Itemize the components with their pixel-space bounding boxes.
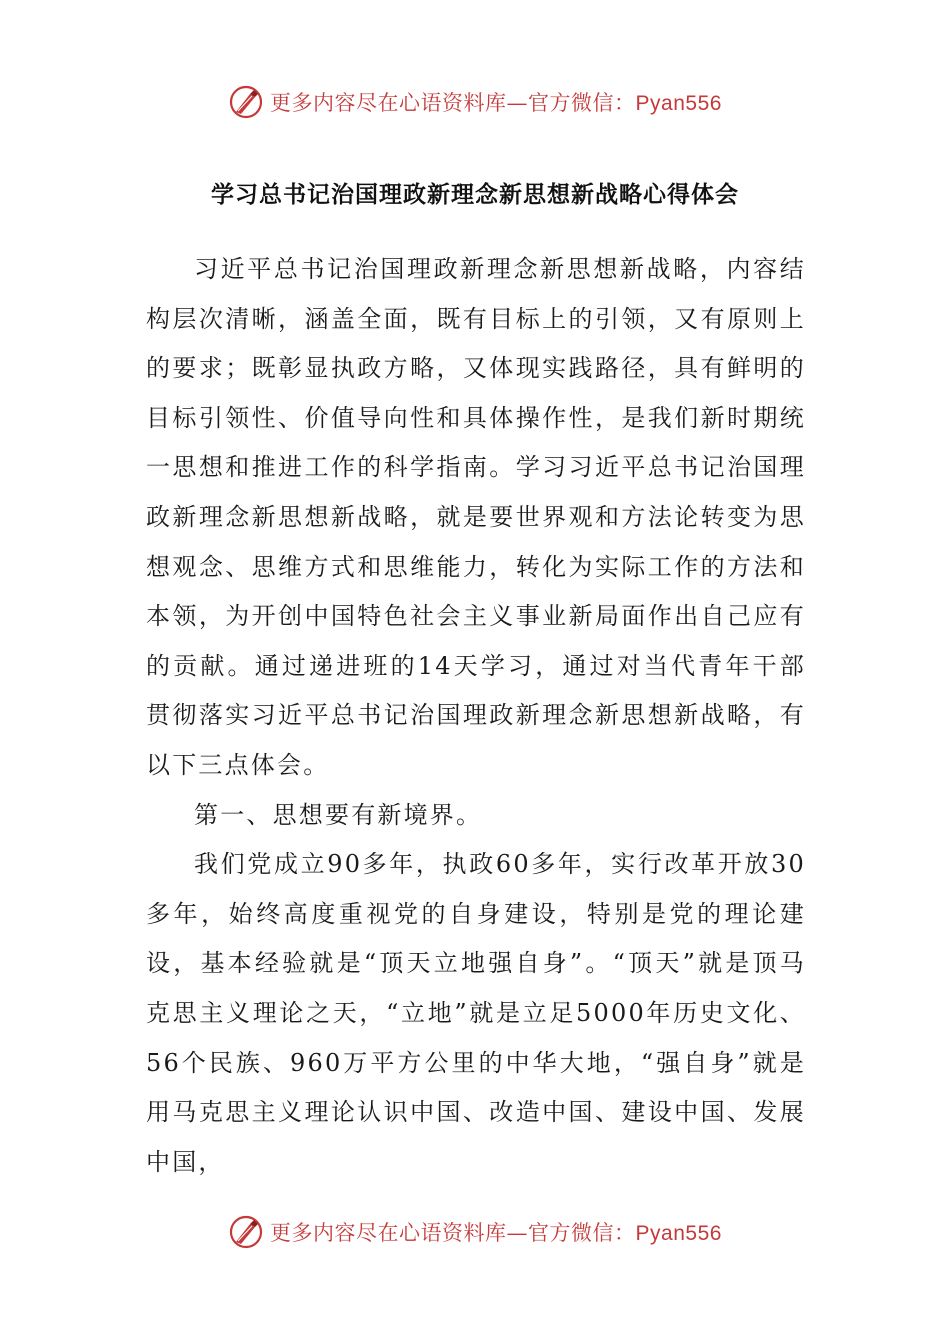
banner-text bbox=[270, 1217, 722, 1247]
paragraph-1: 习近平总书记治国理政新理念新思想新战略，内容结构层次清晰，涵盖全面，既有目标上的引领，又有原则上的要求；既彰显执政方略，又体现实践路径，具有鲜明的目标引领性、价值导向性和具体操作性，是我们新时期统一思想和推进工作的科学指南。学习习近平总书记治国理政新理念新思想新战略，就是要世界观和方法论转变为思想观念、思维方式和思维能力，转化为实际工作的方法和本领，为开创中国特色社会主义事业新局面作出自己应有的贡献。通过递进班的14天学习，通过对当代青年干部贯彻落实习近平总书记治国理政新理念新思想新战略，有以下三点体会。 bbox=[146, 255, 806, 779]
paragraph-2: 第一、思想要有新境界。 bbox=[194, 800, 483, 829]
paragraph-3: 我们党成立90多年，执政60多年，实行改革开放30多年，始终高度重视党的自身建设，特别是党的理论建设，基本经验就是“顶天立地强自身”。“顶天”就是顶马克思主义理论之天，“立地”就是立足5000年历史文化、56个民族、960万平方公里的中华大地，“强自身”就是用马克思主义理论认识中国、改造中国、建设中国、发展中国， bbox=[146, 850, 806, 1176]
banner-slogan: 更多内容尽在心语资料库—官方微信： bbox=[270, 1221, 636, 1245]
footer-banner bbox=[0, 1212, 950, 1252]
wechat-id: Pyan556 bbox=[635, 1222, 722, 1245]
pen-nib-logo-icon bbox=[228, 84, 264, 120]
wechat-id: Pyan556 bbox=[635, 92, 722, 115]
document-title: 学习总书记治国理政新理念新思想新战略心得体会 bbox=[211, 182, 739, 208]
pen-nib-logo-icon bbox=[228, 1214, 264, 1250]
header-banner bbox=[0, 82, 950, 122]
banner-text bbox=[270, 87, 722, 117]
banner-slogan: 更多内容尽在心语资料库—官方微信： bbox=[270, 91, 636, 115]
document-body bbox=[146, 245, 806, 1187]
